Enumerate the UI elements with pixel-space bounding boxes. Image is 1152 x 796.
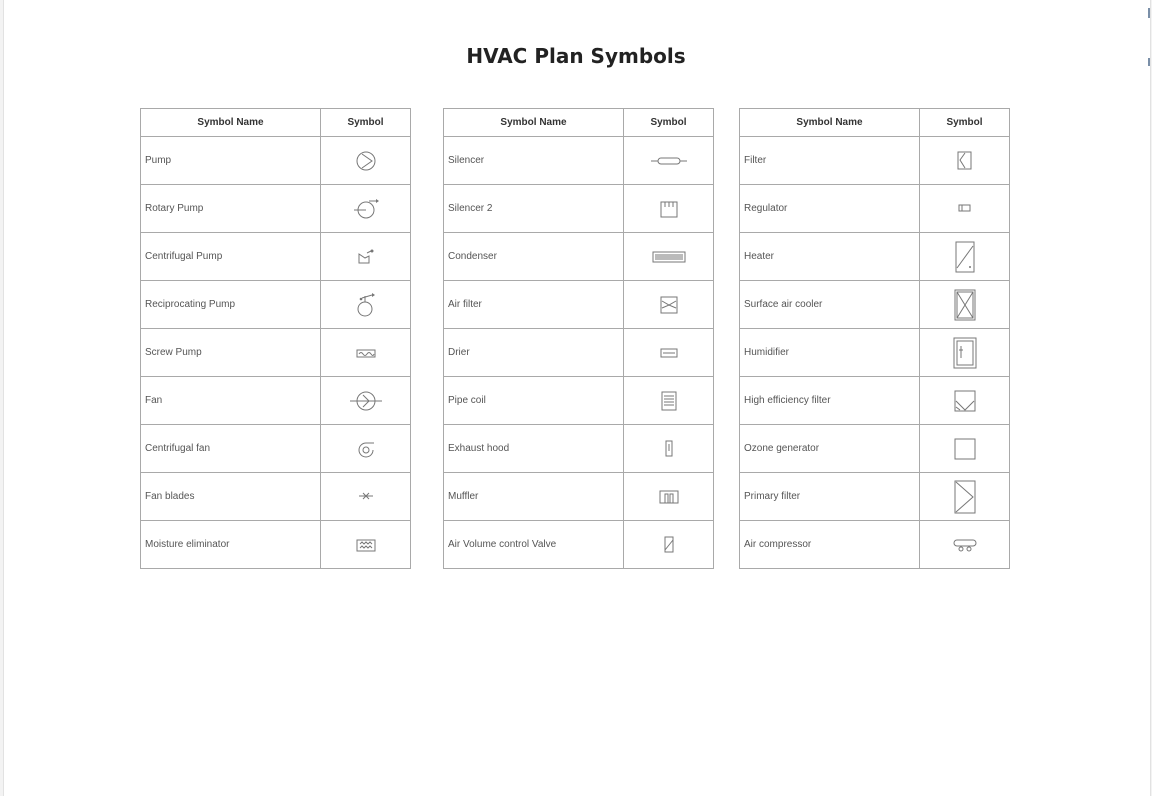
surface-air-cooler-icon [952,299,978,310]
symbol-cell [624,425,714,473]
condenser-icon [651,251,687,262]
table-row [141,137,411,185]
symbol-name-cell: Heater [740,233,920,281]
symbol-cell [624,281,714,329]
column-header-symbol-name: Symbol Name [740,109,920,137]
symbol-name-cell: Air Volume control Valve [444,521,624,569]
symbol-name-cell: Drier [444,329,624,377]
pump-icon [354,155,378,166]
symbol-cell [624,137,714,185]
symbol-cell [321,521,411,569]
column-header-symbol-name: Symbol Name [444,109,624,137]
table-row [141,233,411,281]
fan-icon [349,395,383,406]
symbol-cell [920,185,1010,233]
symbol-cell [321,377,411,425]
pipe-coil-icon [659,395,679,406]
table-row [141,329,411,377]
symbol-name-cell: Exhaust hood [444,425,624,473]
symbol-cell [321,137,411,185]
table-row [141,377,411,425]
column-header-symbol: Symbol [920,109,1010,137]
table-header-row [740,109,1010,137]
symbol-name-cell: Silencer 2 [444,185,624,233]
symbol-cell [624,185,714,233]
symbol-name-cell: Centrifugal fan [141,425,321,473]
symbol-cell [624,233,714,281]
table-row [444,521,714,569]
symbol-name-cell: Filter [740,137,920,185]
table-row [141,425,411,473]
table-row [141,473,411,521]
symbol-cell [624,473,714,521]
symbol-name-cell: Condenser [444,233,624,281]
table-row [740,329,1010,377]
table-row [444,329,714,377]
symbol-cell [624,521,714,569]
symbol-cell [920,473,1010,521]
table-row [740,521,1010,569]
table-row [740,233,1010,281]
humidifier-icon [951,347,979,358]
symbol-name-cell: Centrifugal Pump [141,233,321,281]
symbol-cell [321,281,411,329]
table-row [740,473,1010,521]
column-header-symbol-name: Symbol Name [141,109,321,137]
page-title: HVAC Plan Symbols [466,44,686,68]
symbol-table-1 [140,108,411,569]
rotary-pump-icon [352,203,380,214]
exhaust-hood-icon [663,443,675,454]
symbol-cell [624,329,714,377]
fan-blades-icon [357,491,375,502]
centrifugal-pump-icon [354,251,378,262]
symbol-cell [920,377,1010,425]
high-efficiency-filter-icon [953,395,977,406]
table-row [740,281,1010,329]
symbol-cell [920,137,1010,185]
symbol-name-cell: High efficiency filter [740,377,920,425]
symbol-cell [321,473,411,521]
table-header-row [444,109,714,137]
symbol-name-cell: Silencer [444,137,624,185]
table-row [444,185,714,233]
regulator-icon [957,203,973,214]
table-header-row [141,109,411,137]
moisture-eliminator-icon [355,539,377,550]
symbol-cell [624,377,714,425]
page-edge-mark [1148,8,1150,18]
table-row [444,473,714,521]
symbol-cell [920,521,1010,569]
heater-icon [953,251,977,262]
centrifugal-fan-icon [354,443,378,454]
symbol-name-cell: Pump [141,137,321,185]
symbol-cell [321,329,411,377]
table-row [141,521,411,569]
air-volume-control-valve-icon [662,539,676,550]
symbol-name-cell: Screw Pump [141,329,321,377]
silencer-icon [650,155,688,166]
table-row [740,425,1010,473]
table-row [444,425,714,473]
symbol-cell [321,425,411,473]
table-row [444,377,714,425]
symbol-name-cell: Muffler [444,473,624,521]
table-row [141,281,411,329]
symbol-name-cell: Rotary Pump [141,185,321,233]
symbol-name-cell: Primary filter [740,473,920,521]
primary-filter-icon [953,491,977,502]
air-filter-icon [658,299,680,310]
symbol-name-cell: Regulator [740,185,920,233]
muffler-icon [658,491,680,502]
ozone-generator-icon [953,443,977,454]
screw-pump-icon [355,347,377,358]
column-header-symbol: Symbol [321,109,411,137]
table-row [141,185,411,233]
column-header-symbol: Symbol [624,109,714,137]
symbol-name-cell: Pipe coil [444,377,624,425]
symbol-name-cell: Ozone generator [740,425,920,473]
symbol-cell [920,281,1010,329]
silencer-2-icon [658,203,680,214]
table-row [740,137,1010,185]
symbol-cell [920,329,1010,377]
symbol-name-cell: Surface air cooler [740,281,920,329]
symbol-name-cell: Reciprocating Pump [141,281,321,329]
symbol-cell [321,185,411,233]
table-row [444,137,714,185]
drier-icon [659,347,679,358]
symbol-cell [920,233,1010,281]
table-row [740,185,1010,233]
filter-icon [956,155,974,166]
table-row [740,377,1010,425]
symbol-table-3 [739,108,1010,569]
symbol-name-cell: Humidifier [740,329,920,377]
table-row [444,233,714,281]
symbol-cell [920,425,1010,473]
symbol-name-cell: Fan blades [141,473,321,521]
symbol-name-cell: Fan [141,377,321,425]
air-compressor-icon [952,539,978,550]
reciprocating-pump-icon [354,299,378,310]
symbol-name-cell: Air filter [444,281,624,329]
symbol-cell [321,233,411,281]
symbol-name-cell: Air compressor [740,521,920,569]
symbol-name-cell: Moisture eliminator [141,521,321,569]
symbol-table-2 [443,108,714,569]
table-row [444,281,714,329]
